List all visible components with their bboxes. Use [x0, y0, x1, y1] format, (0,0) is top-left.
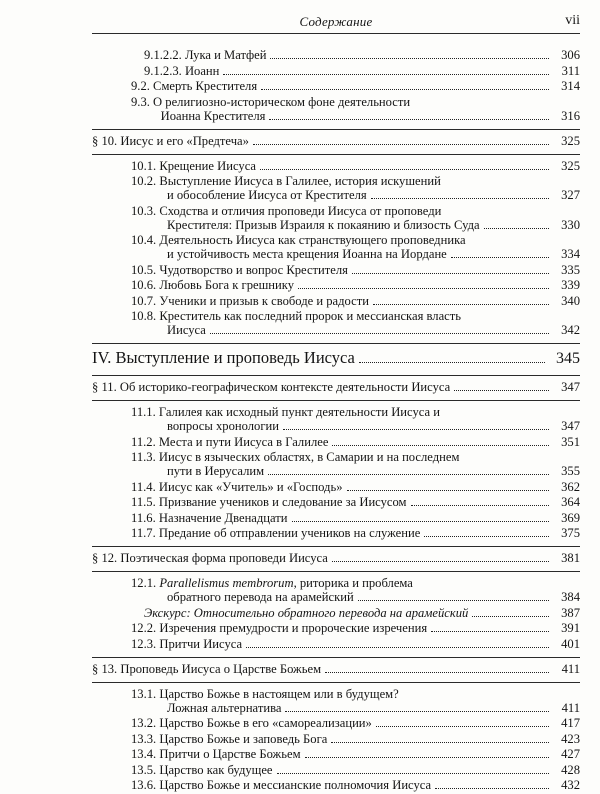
toc-page-number: 362 [561, 479, 580, 494]
toc-page-number: 417 [561, 716, 580, 730]
section-divider [92, 657, 580, 658]
toc-entry-title-line: Иисус как «Учитель» и «Господь» [158, 479, 343, 494]
toc-entry[interactable] [0, 662, 600, 676]
toc-page-number: 355 [561, 464, 580, 478]
dot-leader [472, 615, 549, 617]
toc-page-number: 351 [561, 434, 580, 449]
toc-page-number: 387 [561, 605, 580, 620]
toc-entry-text [131, 480, 343, 494]
header-title: Содержание [299, 14, 373, 29]
toc-entry-text [131, 511, 288, 525]
toc-entry-title-line: , риторика и проблема [293, 576, 413, 590]
toc-entry-text [144, 64, 219, 78]
section-divider [92, 546, 580, 547]
section-divider [92, 129, 580, 130]
dot-leader [451, 256, 549, 258]
toc-entry[interactable] [0, 435, 600, 449]
toc-entry-text [161, 109, 266, 123]
dot-leader [292, 520, 549, 522]
toc-entry-title-line: Крестителя: Призыв Израиля к покаянию и близость Суда [167, 217, 480, 232]
toc-entry-number: § 13. [92, 661, 118, 676]
toc-entry-text [92, 348, 355, 368]
toc-entry-title-line: Лука и Матфей [184, 48, 267, 62]
toc-entry[interactable] [0, 64, 600, 78]
dot-leader [261, 88, 549, 90]
dot-leader [371, 197, 549, 199]
toc-entry-text [131, 576, 413, 590]
dot-leader [411, 504, 549, 506]
toc-entry-text [131, 405, 440, 419]
toc-entry-number: § 11. [92, 380, 117, 394]
dot-leader [305, 756, 549, 758]
section-divider [92, 154, 580, 155]
toc-page-number: 411 [561, 661, 580, 676]
toc-entry-title-line: обратного перевода на арамейский [167, 590, 354, 604]
toc-entry-number: 13.4. [131, 747, 157, 761]
toc-entry-title-line: Назначение Двенадцати [158, 510, 288, 525]
toc-entry-title-line: Экскурс: Относительно обратного перевода на арамейский [144, 605, 469, 620]
toc-entry-number: 13.1. [131, 686, 157, 701]
toc-page-number: 369 [561, 510, 580, 525]
dot-leader [347, 489, 549, 491]
toc-entry-number: 12.1. [131, 576, 157, 590]
toc-entry-title-line: Крещение Иисуса [159, 158, 257, 173]
toc-entry-number: § 12. [92, 551, 118, 565]
dot-leader [376, 725, 549, 727]
toc-entry[interactable] [0, 309, 600, 337]
toc-entry-title-line: и устойчивость места крещения Иоанна на Иордане [167, 247, 447, 261]
toc-page-number: 306 [561, 48, 580, 62]
toc-entry[interactable] [0, 95, 600, 123]
toc-entry-number: 10.4. [131, 233, 157, 247]
toc-entry-number: 10.3. [131, 203, 157, 218]
dot-leader [260, 168, 549, 170]
toc-entry-text [131, 79, 257, 93]
toc-entry-text [131, 435, 328, 449]
toc-entry[interactable] [0, 405, 600, 433]
toc-entry-text [131, 747, 301, 761]
toc-entry-text [131, 763, 273, 777]
toc-page-number: 314 [561, 79, 580, 93]
toc-entry-text [167, 701, 281, 715]
toc-entry-title-line: Царство Божье и мессианские полномочия Иисуса [159, 778, 432, 792]
toc-entry-text [131, 450, 459, 464]
toc-page-number: 311 [561, 63, 580, 78]
toc-entry-number: 13.2. [131, 716, 157, 730]
toc-page-number: 335 [561, 262, 580, 277]
toc-entry[interactable] [0, 480, 600, 494]
toc-entry-title-line: Предание об отправлении учеников на служение [158, 526, 421, 540]
toc-entry-title-line: вопросы хронологии [167, 419, 279, 433]
toc-entry-text [131, 732, 327, 746]
toc-entry[interactable] [0, 278, 600, 292]
toc-page-number: 325 [561, 133, 580, 148]
toc-page-number: 325 [561, 158, 580, 173]
toc-entry-text [144, 48, 266, 62]
toc-entry[interactable] [0, 294, 600, 308]
toc-entry-title-line: Ученики и призыв к свободе и радости [159, 293, 369, 308]
running-header [92, 14, 580, 32]
toc-entry-text [131, 621, 427, 635]
toc-entry[interactable] [0, 687, 600, 715]
dot-leader [268, 473, 549, 475]
toc-entry-text [131, 526, 420, 540]
toc-entry-title-line: Притчи о Царстве Божьем [159, 747, 301, 761]
toc-entry-title-line: Ложная альтернатива [167, 700, 282, 715]
toc-entry[interactable] [0, 495, 600, 509]
toc-entry-text [167, 247, 447, 261]
toc-page-number: 401 [561, 636, 580, 651]
dot-leader [285, 710, 549, 712]
toc-entry-number: 10.1. [131, 158, 157, 173]
toc-entry-number: 12.2. [131, 621, 157, 635]
toc-entry-title-line: Креститель как последний пророк и мессианская власть [159, 309, 461, 323]
toc-entry-number: 10.6. [131, 278, 157, 292]
toc-entry-number: 13.5. [131, 762, 157, 777]
dot-leader [223, 73, 549, 75]
toc-entry-number: IV. [92, 348, 112, 367]
dot-leader [358, 599, 549, 601]
toc-entry-number: 9.2. [131, 79, 150, 93]
toc-entry-number: 10.7. [131, 293, 157, 308]
toc-entry[interactable] [0, 233, 600, 261]
toc-entry-text [92, 380, 450, 394]
toc-entry[interactable] [0, 159, 600, 173]
dot-leader [210, 332, 549, 334]
toc-entry-text [167, 188, 367, 202]
toc-entry-number: 13.3. [131, 731, 157, 746]
toc-entry-title-line: Царство Божье и заповедь Бога [159, 731, 328, 746]
toc-entry-text [131, 233, 466, 247]
toc-entry[interactable] [0, 606, 600, 620]
toc-page-number: 347 [561, 419, 580, 433]
dot-leader [331, 741, 549, 743]
toc-entry-number: 11.5. [131, 495, 156, 509]
toc-page-number: 339 [561, 278, 580, 292]
toc-entry-number: 10.8. [131, 309, 157, 323]
toc-entry-number: 11.3. [131, 450, 156, 464]
toc-entry-text [167, 218, 480, 232]
toc-page-number: 342 [561, 323, 580, 337]
toc-entry-italic-text: Parallelismus membrorum [159, 576, 294, 590]
header-page-number: vii [565, 13, 580, 28]
toc-page-number: 334 [561, 247, 580, 261]
toc-entry-title-line: Иисуса [167, 323, 206, 337]
dot-leader [283, 428, 549, 430]
toc-entry-title-line: Галилея как исходный пункт деятельности Иисуса и [158, 405, 440, 419]
toc-entry-title-line: Места и пути Иисуса в Галилее [158, 434, 329, 449]
toc-entry-text [92, 662, 321, 676]
toc-entry-title-line: О религиозно-историческом фоне деятельности [153, 94, 411, 109]
toc-page-number: 384 [561, 590, 580, 604]
toc-entry-title-line: Об историко-географическом контексте деятельности Иисуса [119, 380, 451, 394]
dot-leader [325, 671, 549, 673]
dot-leader [424, 535, 549, 537]
section-divider [92, 682, 580, 683]
toc-entry[interactable] [0, 204, 600, 232]
toc-entry-title-line: Чудотворство и вопрос Крестителя [159, 262, 348, 277]
toc-page-number: 411 [561, 700, 580, 715]
toc-entry-title-line: Сходства и отличия проповеди Иисуса от проповеди [159, 203, 442, 218]
toc-entry-number: § 10. [92, 133, 118, 148]
dot-leader [270, 57, 549, 59]
toc-entry-number: 9.1.2.2. [144, 48, 182, 62]
toc-entry-text [144, 606, 468, 620]
toc-entry-title-line: Смерть Крестителя [153, 79, 258, 93]
toc-entry[interactable] [0, 716, 600, 730]
toc-entry-number: 11.1. [131, 405, 156, 419]
toc-entry-title-line: Поэтическая форма проповеди Иисуса [120, 551, 328, 565]
toc-entry-text [131, 309, 461, 323]
toc-entry-title-line: Иисус в языческих областях, в Самарии и на последнем [158, 450, 460, 464]
toc-entry[interactable] [0, 763, 600, 777]
toc-entry[interactable] [0, 511, 600, 525]
toc-entry[interactable] [0, 263, 600, 277]
toc-entry[interactable] [0, 174, 600, 202]
section-divider [92, 343, 580, 344]
toc-entry-title-line: Иоанн [184, 63, 220, 78]
toc-entry-number: 10.5. [131, 262, 157, 277]
toc-entry-title-line: Иоанна Крестителя [160, 108, 266, 123]
toc-entry-text [167, 590, 354, 604]
toc-entry[interactable] [0, 732, 600, 746]
dot-leader [484, 227, 549, 229]
toc-entry[interactable] [0, 576, 600, 604]
toc-page-number: 381 [561, 551, 580, 565]
toc-entry-text [167, 419, 279, 433]
toc-entry-text [167, 464, 264, 478]
toc-entry-number: 11.4. [131, 479, 156, 494]
toc-page-number: 423 [561, 731, 580, 746]
toc-entry-title-line: Царство Божье в его «самореализации» [159, 716, 372, 730]
toc-entry-text [131, 263, 348, 277]
toc-entry[interactable] [0, 637, 600, 651]
toc-entry-number: 13.6. [131, 778, 157, 792]
toc-entry-title-line: Царство Божье в настоящем или в будущем? [159, 686, 399, 701]
toc-entry[interactable] [0, 551, 600, 565]
toc-entry-number: 11.2. [131, 434, 156, 449]
toc-entry-title-line: Выступление Иисуса в Галилее, история искушений [159, 174, 441, 188]
toc-entry-text [131, 278, 294, 292]
toc-entry-number: 9.3. [131, 94, 150, 109]
dot-leader [332, 560, 549, 562]
section-divider [92, 375, 580, 376]
toc-page-number: 347 [561, 380, 580, 394]
header-rule [92, 33, 580, 34]
toc-page-number: 432 [561, 778, 580, 792]
dot-leader [435, 787, 549, 789]
toc-entry-number: 9.1.2.3. [144, 63, 182, 78]
toc-page-number: 391 [561, 621, 580, 635]
dot-leader [269, 118, 549, 120]
dot-leader [431, 630, 549, 632]
dot-leader [298, 287, 549, 289]
toc-entry-text [92, 134, 249, 148]
dot-leader [352, 272, 549, 274]
toc-page-number: 330 [561, 217, 580, 232]
toc-entry[interactable] [0, 79, 600, 93]
toc-entry-text [131, 159, 256, 173]
toc-entry-text [131, 687, 399, 701]
toc-page-number: 345 [556, 350, 580, 367]
toc-entry-title-line: Царство как будущее [159, 762, 273, 777]
toc-entry[interactable] [0, 450, 600, 478]
toc-entry-title-line: Иисус и его «Предтеча» [120, 133, 249, 148]
section-divider [92, 571, 580, 572]
toc-entry[interactable] [0, 134, 600, 148]
toc-entry-text [131, 637, 242, 651]
toc-part-heading[interactable] [0, 348, 600, 369]
toc-page-number: 340 [561, 293, 580, 308]
toc-page-number: 428 [561, 762, 580, 777]
toc-page-number: 316 [561, 108, 580, 123]
toc-page-number: 364 [561, 495, 580, 509]
toc-entry-text [131, 204, 441, 218]
toc-entry-title-line: Проповедь Иисуса о Царстве Божьем [120, 661, 322, 676]
dot-leader [454, 389, 549, 391]
toc-entry-title-line: Деятельность Иисуса как странствующего проповедника [159, 233, 466, 247]
dot-leader [359, 361, 545, 363]
toc-entry-number: 12.3. [131, 636, 157, 651]
toc-entry[interactable] [0, 747, 600, 761]
toc-entry-text [131, 778, 431, 792]
toc-entry-number: 10.2. [131, 174, 157, 188]
toc-entry-text [131, 716, 372, 730]
toc-page-number: 327 [561, 188, 580, 202]
toc-entry[interactable] [0, 380, 600, 394]
toc-entry-number: 11.7. [131, 526, 156, 540]
toc-entry-title-line: и обособление Иисуса от Крестителя [167, 188, 367, 202]
toc-entry-title-line: Притчи Иисуса [159, 636, 243, 651]
toc-entry-text [131, 174, 441, 188]
toc-entry-text [131, 294, 369, 308]
dot-leader [246, 646, 549, 648]
toc-page-number: 375 [561, 526, 580, 540]
section-divider [92, 400, 580, 401]
toc-entry-text [92, 551, 328, 565]
toc-entry-title-line: Призвание учеников и следование за Иисусом [158, 495, 407, 509]
toc-entry-text [131, 495, 407, 509]
dot-leader [253, 143, 549, 145]
toc-entry[interactable] [0, 621, 600, 635]
dot-leader [373, 303, 549, 305]
toc-entry-number: 11.6. [131, 510, 156, 525]
toc-entry-title-line: Выступление и проповедь Иисуса [115, 348, 355, 367]
toc-entry[interactable] [0, 778, 600, 792]
dot-leader [277, 772, 549, 774]
toc-entry[interactable] [0, 48, 600, 62]
toc-entry-title-line: Изречения премудрости и пророческие изречения [159, 621, 428, 635]
table-of-contents [0, 48, 600, 794]
toc-entry[interactable] [0, 526, 600, 540]
toc-entry-text [131, 95, 410, 109]
toc-page-number: 427 [561, 747, 580, 761]
toc-entry-text [167, 323, 206, 337]
dot-leader [332, 444, 549, 446]
toc-entry-title-line: Любовь Бога к грешнику [159, 278, 295, 292]
toc-entry-title-line: пути в Иерусалим [167, 464, 265, 478]
